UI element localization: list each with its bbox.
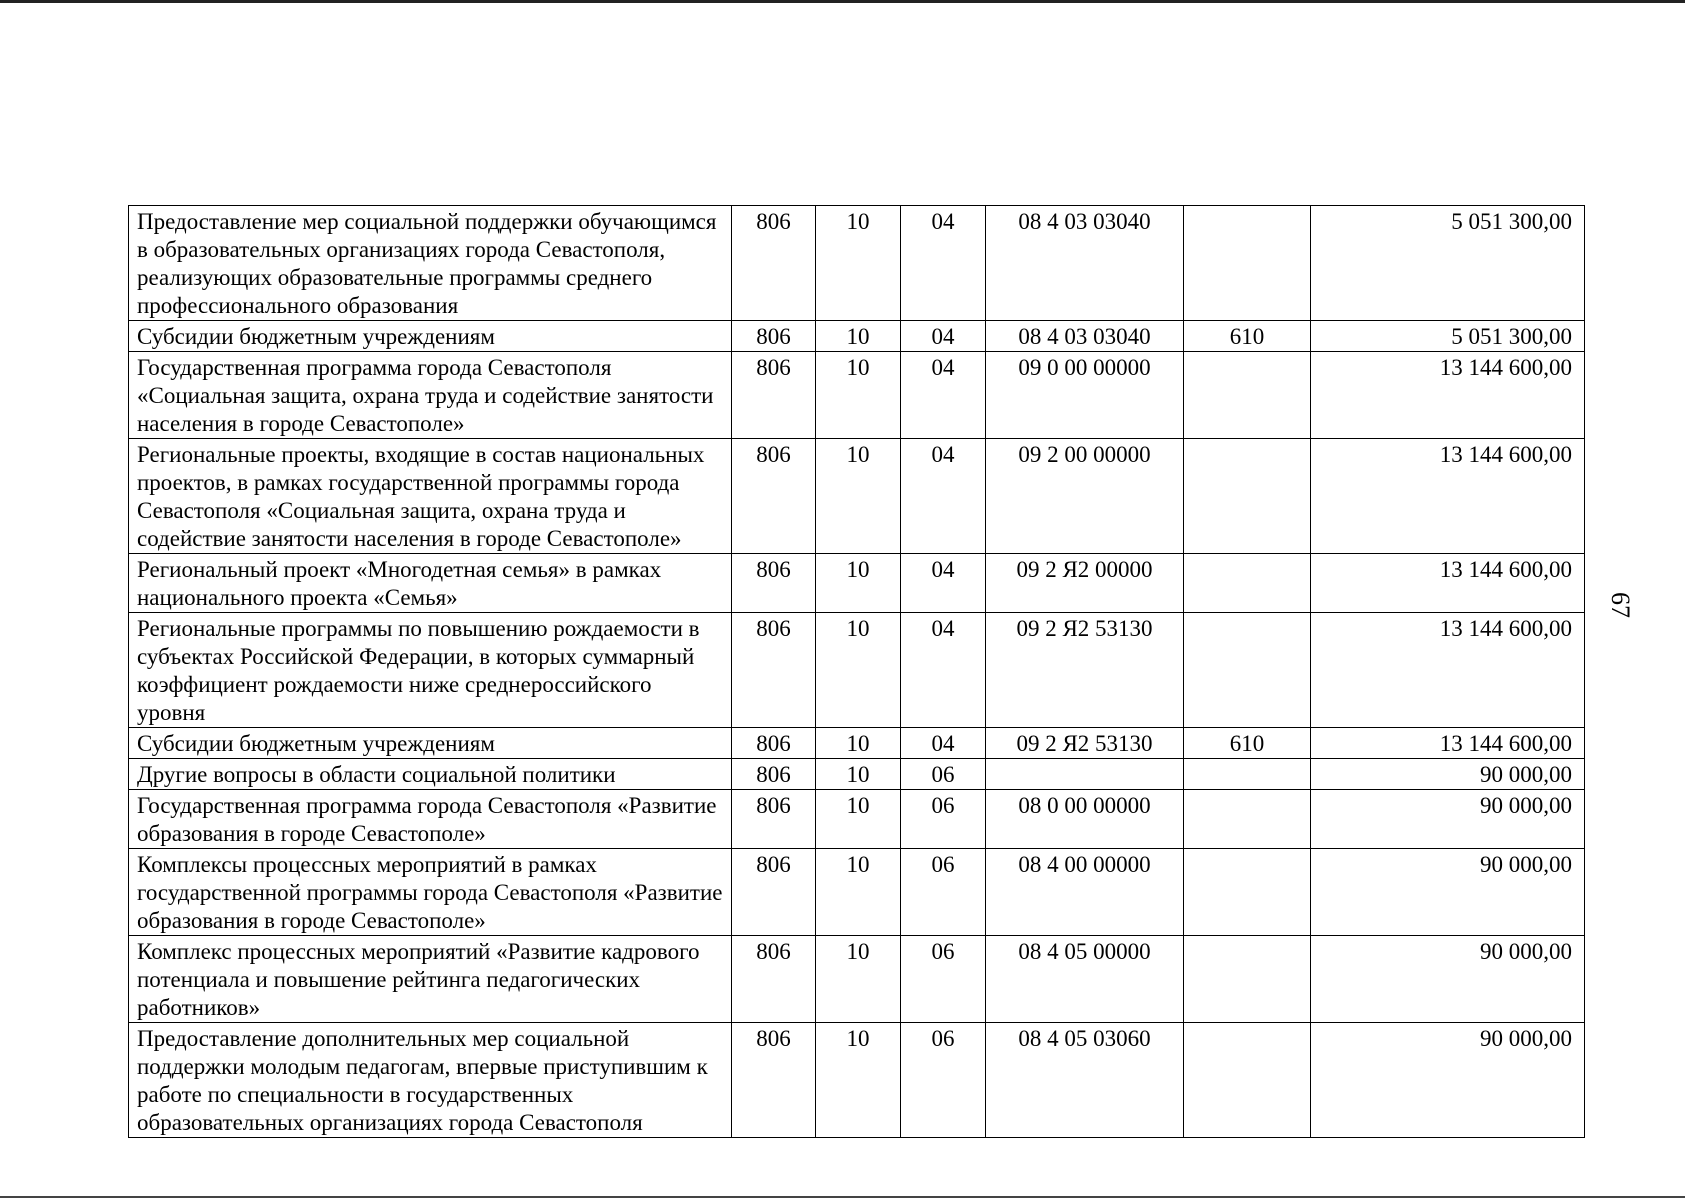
row-csr-cell: 09 2 Я2 53130 <box>986 728 1184 759</box>
row-csr-cell <box>986 759 1184 790</box>
row-name-cell: Другие вопросы в области социальной политики <box>129 759 732 790</box>
row-name-cell: Предоставление мер социальной поддержки обучающимся в образовательных организациях города Севастополя, реализующих образовательные программы среднего профессионального образования <box>129 206 732 321</box>
row-name-cell: Государственная программа города Севастополя «Социальная защита, охрана труда и содействие занятости населения в городе Севастополе» <box>129 352 732 439</box>
table-body <box>129 206 1585 1138</box>
row-csr-cell: 08 4 05 00000 <box>986 936 1184 1023</box>
row-vr-cell <box>1184 352 1311 439</box>
row-csr-cell: 08 4 05 03060 <box>986 1023 1184 1138</box>
row-vr-cell: 610 <box>1184 728 1311 759</box>
row-vr-cell: 610 <box>1184 321 1311 352</box>
row-sum-cell: 90 000,00 <box>1311 1023 1585 1138</box>
row-vr-cell <box>1184 206 1311 321</box>
row-ved-cell: 806 <box>732 613 816 728</box>
row-rz-cell: 10 <box>816 613 901 728</box>
row-pr-cell: 04 <box>901 321 986 352</box>
table-row <box>129 352 1585 439</box>
row-ved-cell: 806 <box>732 206 816 321</box>
row-csr-cell: 09 2 Я2 00000 <box>986 554 1184 613</box>
table-row <box>129 554 1585 613</box>
table-row <box>129 728 1585 759</box>
row-rz-cell: 10 <box>816 439 901 554</box>
row-rz-cell: 10 <box>816 321 901 352</box>
row-sum-cell: 5 051 300,00 <box>1311 321 1585 352</box>
row-pr-cell: 06 <box>901 1023 986 1138</box>
row-ved-cell: 806 <box>732 728 816 759</box>
table-row <box>129 439 1585 554</box>
row-sum-cell: 13 144 600,00 <box>1311 439 1585 554</box>
row-rz-cell: 10 <box>816 1023 901 1138</box>
row-sum-cell: 13 144 600,00 <box>1311 728 1585 759</box>
row-vr-cell <box>1184 759 1311 790</box>
row-name-cell: Государственная программа города Севастополя «Развитие образования в городе Севастополе» <box>129 790 732 849</box>
row-sum-cell: 90 000,00 <box>1311 790 1585 849</box>
table-row <box>129 206 1585 321</box>
row-csr-cell: 08 0 00 00000 <box>986 790 1184 849</box>
row-rz-cell: 10 <box>816 759 901 790</box>
row-vr-cell <box>1184 790 1311 849</box>
row-ved-cell: 806 <box>732 321 816 352</box>
row-name-cell: Субсидии бюджетным учреждениям <box>129 321 732 352</box>
row-pr-cell: 06 <box>901 936 986 1023</box>
row-vr-cell <box>1184 613 1311 728</box>
row-vr-cell <box>1184 849 1311 936</box>
row-pr-cell: 04 <box>901 206 986 321</box>
row-sum-cell: 90 000,00 <box>1311 759 1585 790</box>
row-name-cell: Региональные программы по повышению рождаемости в субъектах Российской Федерации, в которых суммарный коэффициент рождаемости ниже среднероссийского уровня <box>129 613 732 728</box>
row-pr-cell: 06 <box>901 759 986 790</box>
row-sum-cell: 13 144 600,00 <box>1311 554 1585 613</box>
row-vr-cell <box>1184 554 1311 613</box>
row-vr-cell <box>1184 936 1311 1023</box>
row-ved-cell: 806 <box>732 936 816 1023</box>
row-pr-cell: 04 <box>901 352 986 439</box>
row-pr-cell: 06 <box>901 790 986 849</box>
row-rz-cell: 10 <box>816 352 901 439</box>
row-rz-cell: 10 <box>816 849 901 936</box>
row-ved-cell: 806 <box>732 849 816 936</box>
row-vr-cell <box>1184 439 1311 554</box>
row-sum-cell: 13 144 600,00 <box>1311 352 1585 439</box>
table-row <box>129 613 1585 728</box>
row-csr-cell: 08 4 03 03040 <box>986 206 1184 321</box>
row-ved-cell: 806 <box>732 1023 816 1138</box>
table-row <box>129 1023 1585 1138</box>
table-row <box>129 790 1585 849</box>
row-name-cell: Субсидии бюджетным учреждениям <box>129 728 732 759</box>
row-pr-cell: 04 <box>901 728 986 759</box>
row-rz-cell: 10 <box>816 790 901 849</box>
row-name-cell: Комплекс процессных мероприятий «Развитие кадрового потенциала и повышение рейтинга педагогических работников» <box>129 936 732 1023</box>
row-ved-cell: 806 <box>732 352 816 439</box>
row-rz-cell: 10 <box>816 206 901 321</box>
row-pr-cell: 06 <box>901 849 986 936</box>
scan-edge-bottom <box>0 1196 1685 1198</box>
row-ved-cell: 806 <box>732 790 816 849</box>
budget-table <box>128 205 1585 1138</box>
row-ved-cell: 806 <box>732 439 816 554</box>
row-csr-cell: 08 4 03 03040 <box>986 321 1184 352</box>
page-number: 67 <box>1606 592 1635 618</box>
row-vr-cell <box>1184 1023 1311 1138</box>
row-csr-cell: 09 0 00 00000 <box>986 352 1184 439</box>
row-pr-cell: 04 <box>901 554 986 613</box>
table-row <box>129 321 1585 352</box>
table-row <box>129 849 1585 936</box>
row-csr-cell: 08 4 00 00000 <box>986 849 1184 936</box>
row-sum-cell: 5 051 300,00 <box>1311 206 1585 321</box>
row-name-cell: Региональный проект «Многодетная семья» в рамках национального проекта «Семья» <box>129 554 732 613</box>
row-rz-cell: 10 <box>816 728 901 759</box>
row-rz-cell: 10 <box>816 554 901 613</box>
row-name-cell: Предоставление дополнительных мер социальной поддержки молодым педагогам, впервые приступившим к работе по специальности в государственных образовательных организациях города Севастополя <box>129 1023 732 1138</box>
row-sum-cell: 13 144 600,00 <box>1311 613 1585 728</box>
row-name-cell: Региональные проекты, входящие в состав национальных проектов, в рамках государственной программы города Севастополя «Социальная защита, охрана труда и содействие занятости населения в городе Севастополе» <box>129 439 732 554</box>
table-row <box>129 936 1585 1023</box>
row-ved-cell: 806 <box>732 554 816 613</box>
scan-edge-top <box>0 0 1685 3</box>
row-csr-cell: 09 2 00 00000 <box>986 439 1184 554</box>
row-sum-cell: 90 000,00 <box>1311 849 1585 936</box>
table-row <box>129 759 1585 790</box>
row-pr-cell: 04 <box>901 613 986 728</box>
row-name-cell: Комплексы процессных мероприятий в рамках государственной программы города Севастополя «Развитие образования в городе Севастополе» <box>129 849 732 936</box>
row-ved-cell: 806 <box>732 759 816 790</box>
row-sum-cell: 90 000,00 <box>1311 936 1585 1023</box>
row-pr-cell: 04 <box>901 439 986 554</box>
row-csr-cell: 09 2 Я2 53130 <box>986 613 1184 728</box>
row-rz-cell: 10 <box>816 936 901 1023</box>
